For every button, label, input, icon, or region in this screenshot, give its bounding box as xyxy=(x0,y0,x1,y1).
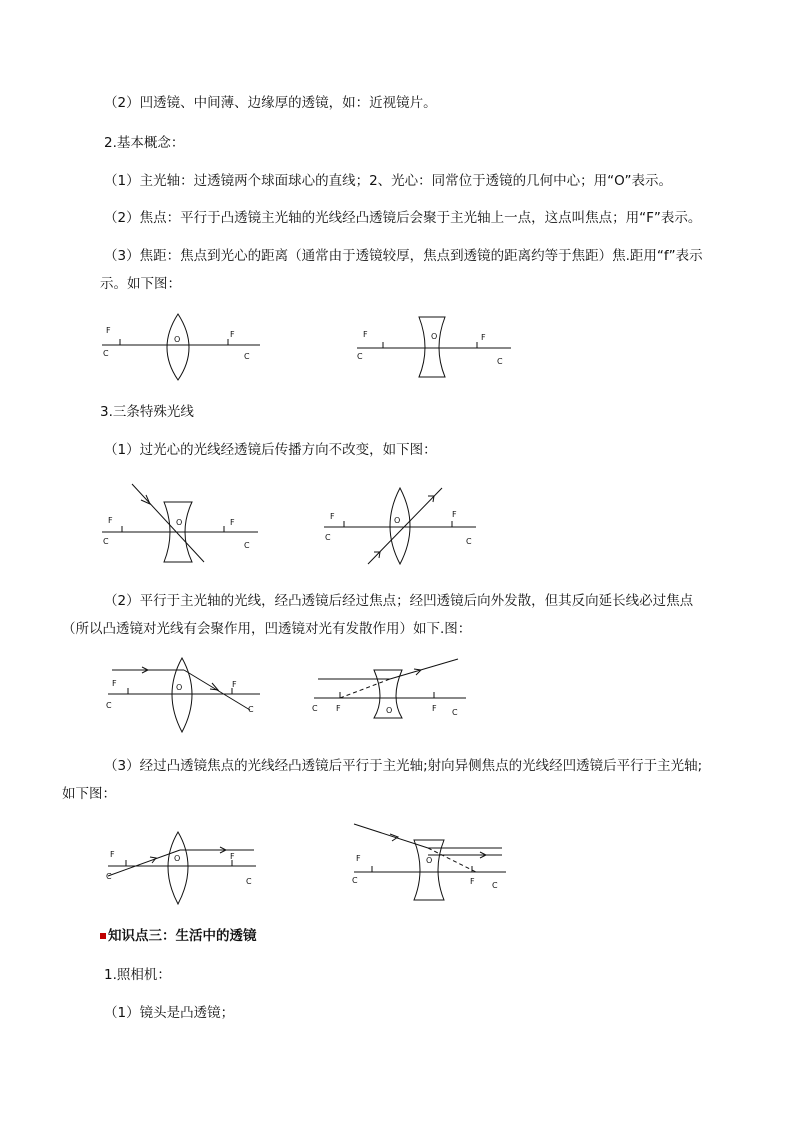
label-o: O xyxy=(174,854,181,863)
convex-lens-diagram xyxy=(100,312,270,384)
label-f-right: F xyxy=(230,518,235,527)
label-c-right: C xyxy=(248,705,254,714)
label-f-right: F xyxy=(232,680,237,689)
label-f-left: F xyxy=(106,326,111,335)
label-c-left: C xyxy=(103,349,109,358)
label-c-left: C xyxy=(352,876,358,885)
label-c-left: C xyxy=(325,533,331,542)
concave-lens-diagram xyxy=(355,315,520,381)
convex-parallel-ray-diagram xyxy=(104,656,269,738)
label-f-left: F xyxy=(363,330,368,339)
label-f-left: F xyxy=(336,704,341,713)
label-c-right: C xyxy=(492,881,498,890)
label-f-right: F xyxy=(432,704,437,713)
label-f-left: F xyxy=(356,854,361,863)
label-f-right: F xyxy=(470,877,475,886)
label-c-left: C xyxy=(312,704,318,713)
label-c-left: C xyxy=(103,537,109,546)
convex-focal-ray-diagram xyxy=(104,828,264,908)
label-f-left: F xyxy=(110,850,115,859)
paragraph-focal-length: （3）焦距：焦点到光心的距离（通常由于透镜较厚，焦点到透镜的距离约等于焦距）焦.距用“f”表示 xyxy=(104,248,703,264)
label-f-right: F xyxy=(452,510,457,519)
section-heading-text: 知识点三：生活中的透镜 xyxy=(108,928,257,944)
label-o: O xyxy=(176,683,183,692)
label-c-right: C xyxy=(497,357,503,366)
label-c-left: C xyxy=(357,352,363,361)
label-f-left: F xyxy=(108,516,113,525)
paragraph-focal-ray-cont: 如下图： xyxy=(62,786,116,802)
label-o: O xyxy=(394,516,401,525)
heading-camera: 1.照相机： xyxy=(104,967,171,983)
label-o: O xyxy=(426,856,433,865)
heading-basic-concepts: 2.基本概念： xyxy=(104,135,185,151)
label-c-right: C xyxy=(246,877,252,886)
paragraph-concave-lens: （2）凹透镜、中间薄、边缘厚的透镜，如：近视镜片。 xyxy=(104,95,437,111)
paragraph-parallel-ray: （2）平行于主光轴的光线，经凸透镜后经过焦点；经凹透镜后向外发散，但其反向延长线必过焦点 xyxy=(104,593,694,609)
section-heading xyxy=(100,927,257,945)
label-c-right: C xyxy=(244,352,250,361)
label-o: O xyxy=(431,332,438,341)
paragraph-parallel-ray-cont: （所以凸透镜对光线有会聚作用，凹透镜对光有发散作用）如下.图： xyxy=(62,621,472,637)
label-o: O xyxy=(174,335,181,344)
label-f-right: F xyxy=(230,852,235,861)
paragraph-focal-length-cont: 示。如下图： xyxy=(100,276,181,292)
concave-focal-ray-diagram xyxy=(350,822,510,904)
convex-center-ray-diagram xyxy=(322,484,482,568)
label-f-left: F xyxy=(112,679,117,688)
paragraph-focal-ray: （3）经过凸透镜焦点的光线经凸透镜后平行于主光轴;射向异侧焦点的光线经凹透镜后平行于主光轴; xyxy=(104,758,703,774)
label-c-right: C xyxy=(452,708,458,717)
label-o: O xyxy=(386,706,393,715)
heading-special-rays: 3.三条特殊光线 xyxy=(100,404,194,420)
paragraph-optical-center-ray: （1）过光心的光线经透镜后传播方向不改变，如下图： xyxy=(104,442,437,458)
paragraph-principal-axis: （1）主光轴：过透镜两个球面球心的直线；2、光心：同常位于透镜的几何中心；用“O”表示。 xyxy=(104,173,673,189)
label-c-left: C xyxy=(106,701,112,710)
label-c-left: C xyxy=(106,872,112,881)
label-f-right: F xyxy=(230,330,235,339)
label-c-right: C xyxy=(466,537,472,546)
label-o: O xyxy=(176,518,183,527)
label-f-left: F xyxy=(330,512,335,521)
label-c-right: C xyxy=(244,541,250,550)
concave-parallel-ray-diagram xyxy=(310,656,470,722)
section-marker-icon xyxy=(100,933,106,939)
paragraph-camera-lens: （1）镜头是凸透镜； xyxy=(104,1005,235,1021)
concave-center-ray-diagram xyxy=(100,480,270,570)
label-f-right: F xyxy=(481,333,486,342)
paragraph-focus: （2）焦点：平行于凸透镜主光轴的光线经凸透镜后会聚于主光轴上一点，这点叫焦点；用“F”表示。 xyxy=(104,210,702,226)
